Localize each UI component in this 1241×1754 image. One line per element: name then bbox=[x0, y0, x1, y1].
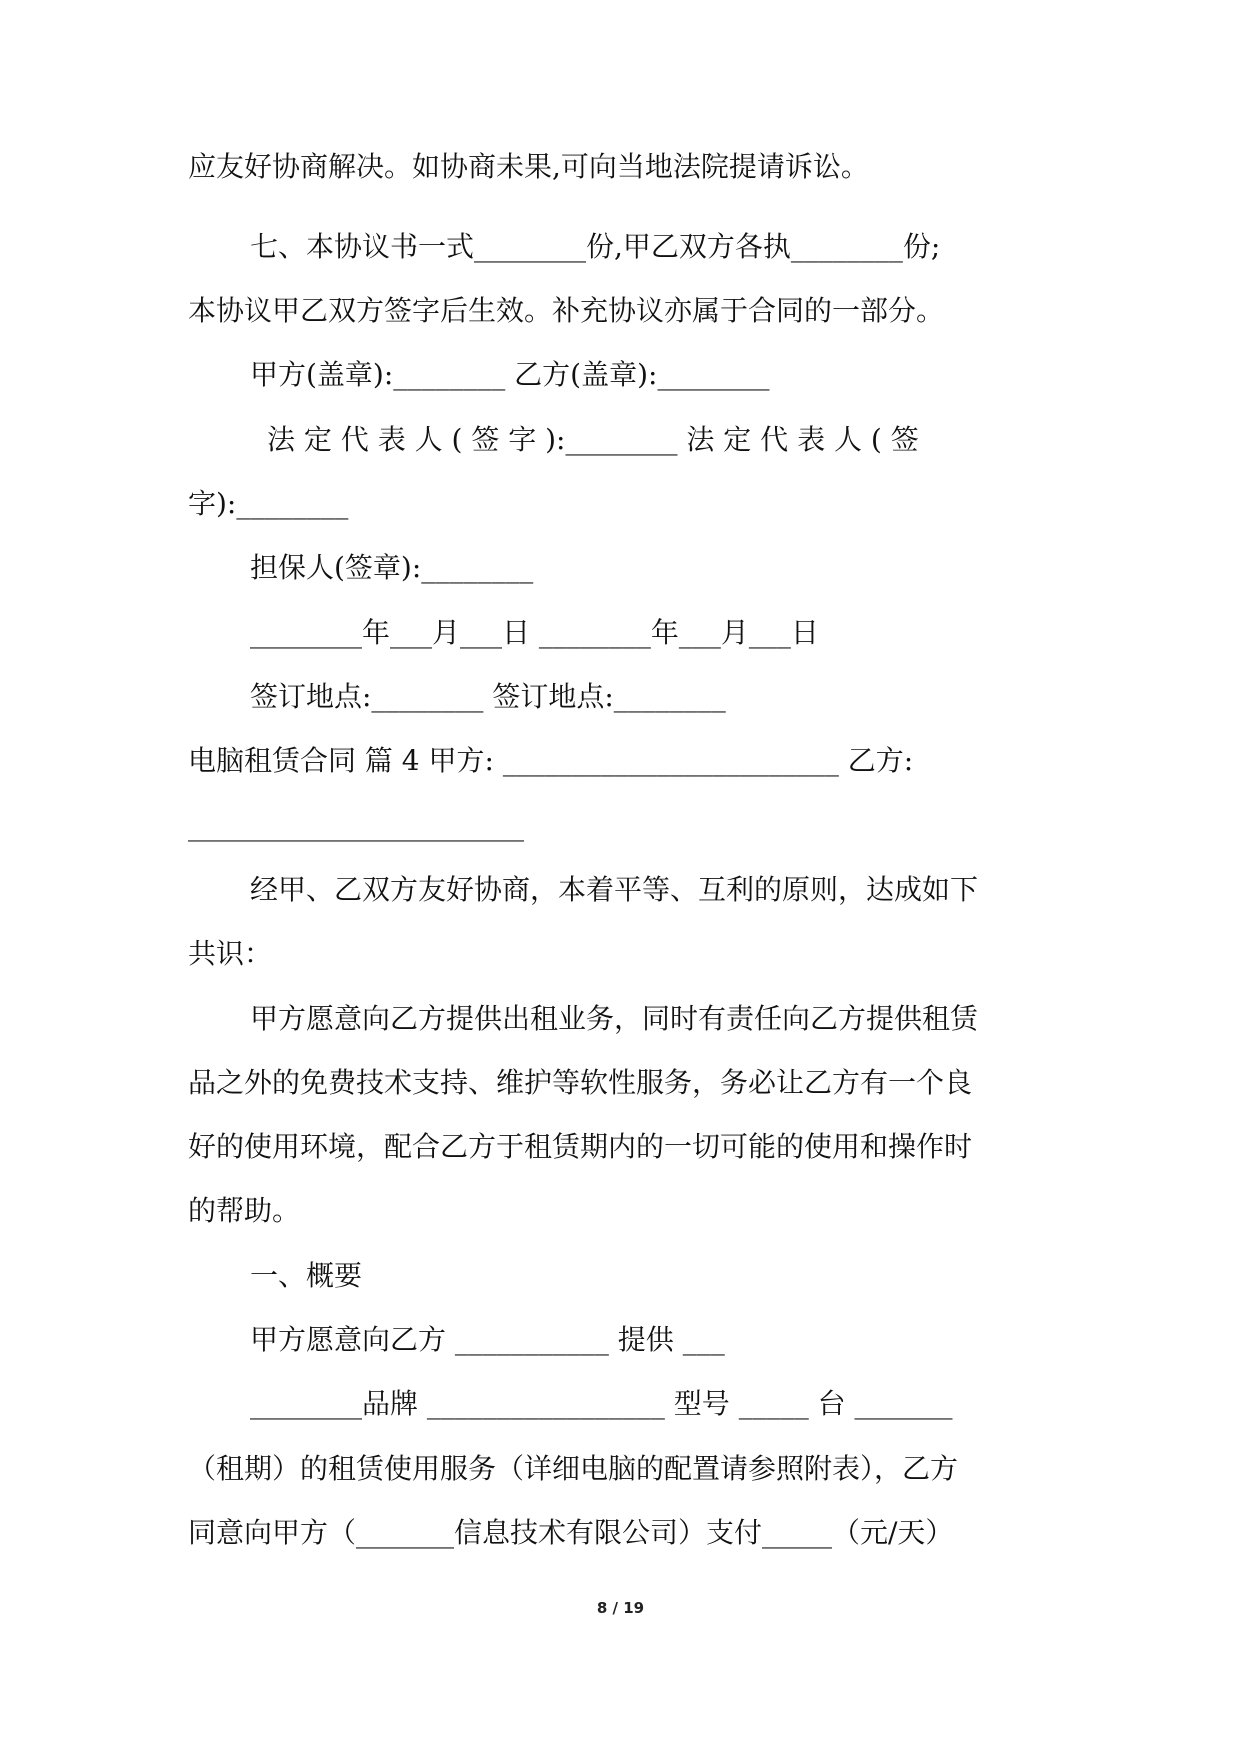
text-line-5: 法 定 代 表 人 ( 签 字 ):________ 法 定 代 表 人 ( 签 bbox=[267, 423, 919, 456]
text-line-2: 七、本协议书一式________份,甲乙双方各执________份; bbox=[250, 230, 941, 263]
text-line-7: 担保人(签章):________ bbox=[250, 551, 534, 584]
text-line-8: ________年___月___日 ________年___月___日 bbox=[250, 616, 819, 649]
text-line-16: 好的使用环境，配合乙方于租赁期内的一切可能的使用和操作时 bbox=[188, 1130, 973, 1163]
text-line-17: 的帮助。 bbox=[188, 1194, 301, 1227]
text-line-13: 共识： bbox=[188, 937, 273, 970]
text-line-4: 甲方(盖章):________ 乙方(盖章):________ bbox=[250, 358, 770, 391]
text-line-21: （租期）的租赁使用服务（详细电脑的配置请参照附表），乙方 bbox=[188, 1452, 959, 1485]
text-line-12: 经甲、乙双方友好协商，本着平等、互利的原则，达成如下 bbox=[250, 873, 979, 906]
text-line-20: ________品牌 _________________ 型号 _____ 台 _______ bbox=[250, 1387, 953, 1420]
text-line-3: 本协议甲乙双方签字后生效。补充协议亦属于合同的一部分。 bbox=[188, 294, 945, 327]
text-line-11: ________________________ bbox=[188, 809, 524, 842]
text-line-22: 同意向甲方（_______信息技术有限公司）支付_____（元/天） bbox=[188, 1516, 954, 1549]
text-line-10: 电脑租赁合同 篇 4 甲方: ________________________ 乙方: bbox=[188, 744, 914, 777]
text-line-19: 甲方愿意向乙方 ___________ 提供 ___ bbox=[250, 1323, 725, 1356]
text-line-14: 甲方愿意向乙方提供出租业务，同时有责任向乙方提供租赁 bbox=[250, 1002, 979, 1035]
text-line-15: 品之外的免费技术支持、维护等软性服务，务必让乙方有一个良 bbox=[188, 1066, 973, 1099]
text-line-6: 字):________ bbox=[188, 487, 349, 520]
page-indicator: 8 / 19 bbox=[596, 1599, 645, 1617]
text-line-18: 一、概要 bbox=[250, 1259, 363, 1292]
text-line-9: 签订地点:________ 签订地点:________ bbox=[250, 680, 726, 713]
text-line-1: 应友好协商解决。如协商未果,可向当地法院提请诉讼。 bbox=[188, 150, 869, 183]
